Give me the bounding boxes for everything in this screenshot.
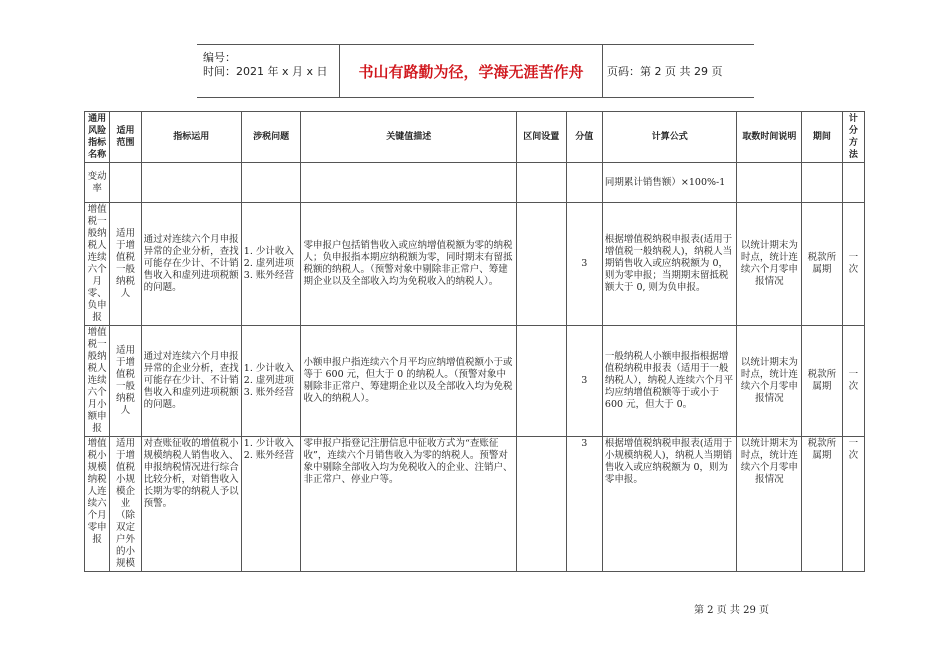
cell-name: 增值税小规模纳税人连续六个月零申报 [85,437,110,572]
cell-key-description: 零申报户指登记注册信息中征收方式为“查账征收”，连续六个月销售收入为零的纳税人。预警对象中剔除全部收入均为免税收入的企业、注销户、非正常户、停业户等。 [301,437,516,572]
cell-formula: 根据增值税纳税申报表(适用于增值税一般纳税人)，纳税人当期销售收入或应纳税额为 0，则为零申报；当期期末留抵税额大于 0, 则为负申报。 [602,203,737,326]
issue-item: 1. 少计收入 [243,246,294,257]
issue-item: 2. 虚列进项 [243,258,294,269]
cell-key-description: 小额申报户指连续六个月平均应纳增值税额小于或等于 600 元，但大于 0 的纳税人。（预警对象中剔除非正常户、筹建期企业以及全部收入均为免税收入的纳税人）。 [301,326,516,437]
table-header-row [85,112,865,163]
column-header-name: 通用风险指标名称 [85,112,110,163]
cell-range [516,326,566,437]
cell-time-note: 以统计期末为时点，统计连续六个月零申报情况 [737,326,802,437]
cell-issues [241,203,301,326]
cell-scope: 适用于增值税一般纳税人 [110,326,141,437]
column-header-formula: 计算公式 [602,112,737,163]
page-footer: 第 2 页 共 29 页 [694,605,769,616]
issue-item: 1. 少计收入 [243,438,294,449]
cell-scoring-method: 一次 [842,437,864,572]
cell-key-description [301,163,516,203]
cell-usage: 通过对连续六个月申报异常的企业分析，查找可能存在少计、不计销售收入和虚列进项税额的问题。 [141,203,241,326]
cell-time-note: 以统计期末为时点，统计连续六个月零申报情况 [737,437,802,572]
cell-range [516,163,566,203]
cell-period: 税款所属期 [802,203,842,326]
cell-period [802,163,842,203]
page-header [197,44,754,98]
column-header-key-description: 关键值描述 [301,112,516,163]
cell-usage: 对查账征收的增值税小规模纳税人销售收入、申报纳税情况进行综合比较分析，对销售收入长期为零的纳税人予以预警。 [141,437,241,572]
cell-score: 3 [566,203,602,326]
column-header-issues: 涉税问题 [241,112,301,163]
cell-key-description: 零申报户包括销售收入或应纳增值税额为零的纳税人；负申报指本期应纳税额为零，同时期末有留抵税额的纳税人。（预警对象中剔除非正常户、筹建期企业以及全部收入均为免税收入的纳税人）。 [301,203,516,326]
column-header-scope: 适用范围 [110,112,141,163]
column-header-period: 期间 [802,112,842,163]
document-date: 时间：2021 年 x 月 x 日 [203,65,328,78]
cell-scoring-method [842,163,864,203]
header-page-number: 页码：第 2 页 共 29 页 [607,65,723,78]
issue-item: 3. 账外经营 [243,270,294,281]
cell-issues [241,437,301,572]
column-header-time-note: 取数时间说明 [737,112,802,163]
cell-usage: 通过对连续六个月申报异常的企业分析，查找可能存在少计、不计销售收入和虚列进项税额的问题。 [141,326,241,437]
table-row [85,326,865,437]
risk-indicator-table [84,111,865,572]
table-row [85,437,865,572]
column-header-usage: 指标运用 [141,112,241,163]
issue-item: 3. 账外经营 [243,387,294,398]
column-header-range: 区间设置 [516,112,566,163]
cell-scope: 适用于增值税一般纳税人 [110,203,141,326]
header-meta [197,45,337,97]
cell-formula: 同期累计销售额）×100%-1 [602,163,737,203]
cell-issues [241,163,301,203]
cell-name: 增值税一般纳税人连续六个月小额申报 [85,326,110,437]
header-motto: 书山有路勤为径，学海无涯苦作舟 [339,45,603,97]
table-row [85,163,865,203]
cell-scope [110,163,141,203]
column-header-scoring-method: 计分方法 [842,112,864,163]
cell-period: 税款所属期 [802,437,842,572]
cell-formula: 根据增值税纳税申报表(适用于小规模纳税人)，纳税人当期销售收入或应纳税额为 0，则为零申报。 [602,437,737,572]
column-header-score: 分值 [566,112,602,163]
cell-scope: 适用于增值税小规模企业（除双定户外的小规模 [110,437,141,572]
issue-item: 1. 少计收入 [243,363,294,374]
cell-issues [241,326,301,437]
cell-time-note [737,163,802,203]
cell-usage [141,163,241,203]
table-row [85,203,865,326]
cell-scoring-method: 一次 [842,203,864,326]
cell-name: 变动率 [85,163,110,203]
document-number-label: 编号： [203,51,236,64]
issue-item: 2. 虚列进项 [243,375,294,386]
cell-score: 3 [566,326,602,437]
cell-score [566,163,602,203]
cell-range [516,203,566,326]
cell-formula: 一般纳税人小额申报指根据增值税纳税申报表（适用于一般纳税人），纳税人连续六个月平均应纳增值税额等于或小于 600 元，但大于 0。 [602,326,737,437]
issue-item: 2. 账外经营 [243,450,294,461]
cell-range [516,437,566,572]
cell-score: 3 [566,437,602,572]
cell-scoring-method: 一次 [842,326,864,437]
cell-time-note: 以统计期末为时点，统计连续六个月零申报情况 [737,203,802,326]
cell-period: 税款所属期 [802,326,842,437]
cell-name: 增值税一般纳税人连续六个月零、负申报 [85,203,110,326]
